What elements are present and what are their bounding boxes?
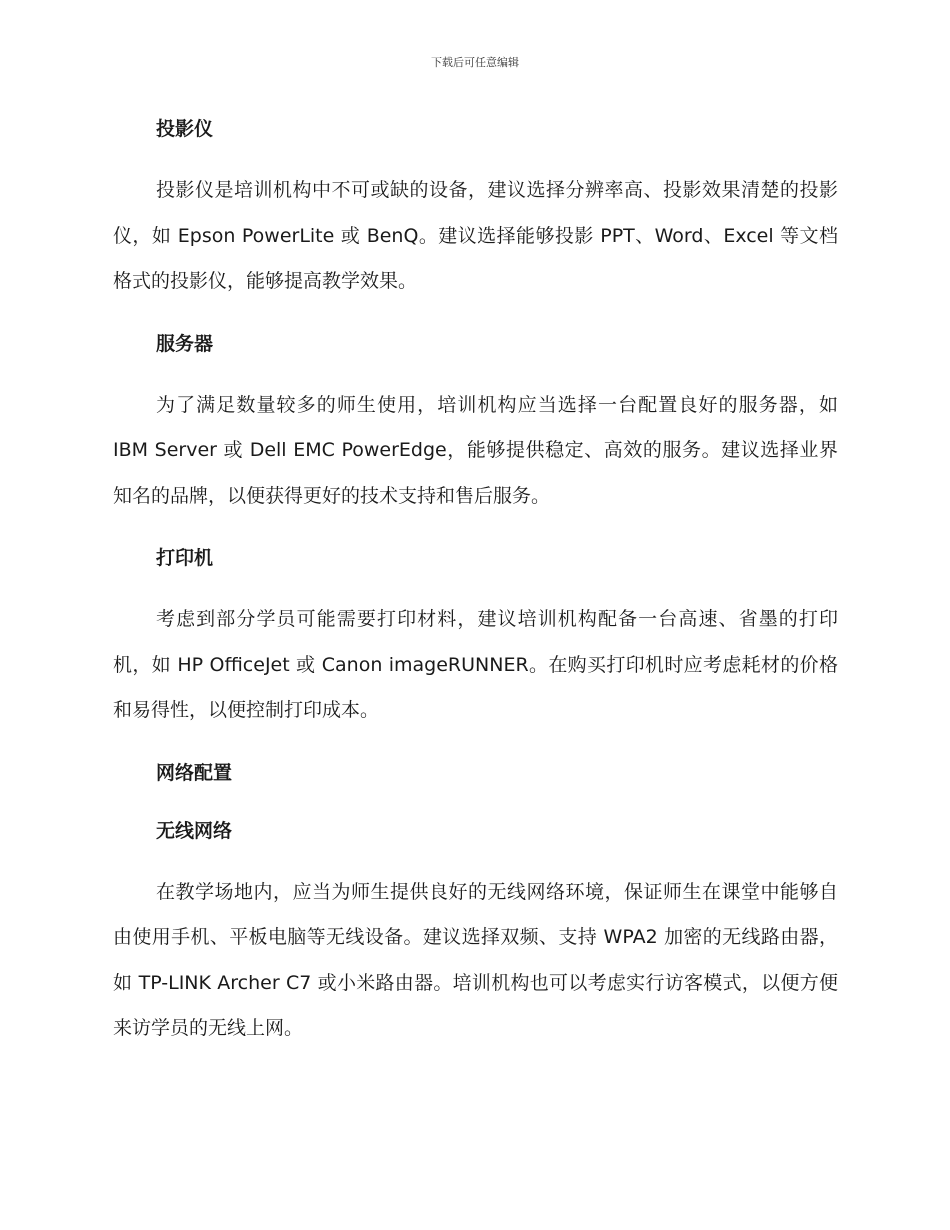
- section-paragraph-server: 为了满足数量较多的师生使用，培训机构应当选择一台配置良好的服务器，如 IBM Server 或 Dell EMC PowerEdge，能够提供稳定、高效的服务。建议选择业界知名的品牌，以便获得更好的技术支持和售后服务。: [113, 393, 838, 507]
- document-body: [113, 112, 838, 1052]
- page-header: 下载后可任意编辑: [431, 56, 519, 69]
- section-heading-projector: 投影仪: [156, 118, 214, 140]
- section-paragraph-wireless: 在教学场地内，应当为师生提供良好的无线网络环境，保证师生在课堂中能够自由使用手机、平板电脑等无线设备。建议选择双频、支持 WPA2 加密的无线路由器，如 TP-LINK Archer C7 或小米路由器。培训机构也可以考虑实行访客模式，以便方便来访学员的无线上网。: [113, 880, 838, 1039]
- section-heading-wireless: 无线网络: [156, 819, 233, 842]
- section-heading-server: 服务器: [156, 332, 214, 355]
- section-heading-network: 网络配置: [156, 761, 233, 784]
- section-paragraph-projector: 投影仪是培训机构中不可或缺的设备，建议选择分辨率高、投影效果清楚的投影仪，如 Epson PowerLite 或 BenQ。建议选择能够投影 PPT、Word、Excel 等文档格式的投影仪，能够提高教学效果。: [113, 179, 838, 292]
- section-paragraph-printer: 考虑到部分学员可能需要打印材料，建议培训机构配备一台高速、省墨的打印机，如 HP OfficeJet 或 Canon imageRUNNER。在购买打印机时应考虑耗材的价格和易得性，以便控制打印成本。: [113, 608, 838, 721]
- section-heading-printer: 打印机: [156, 547, 214, 569]
